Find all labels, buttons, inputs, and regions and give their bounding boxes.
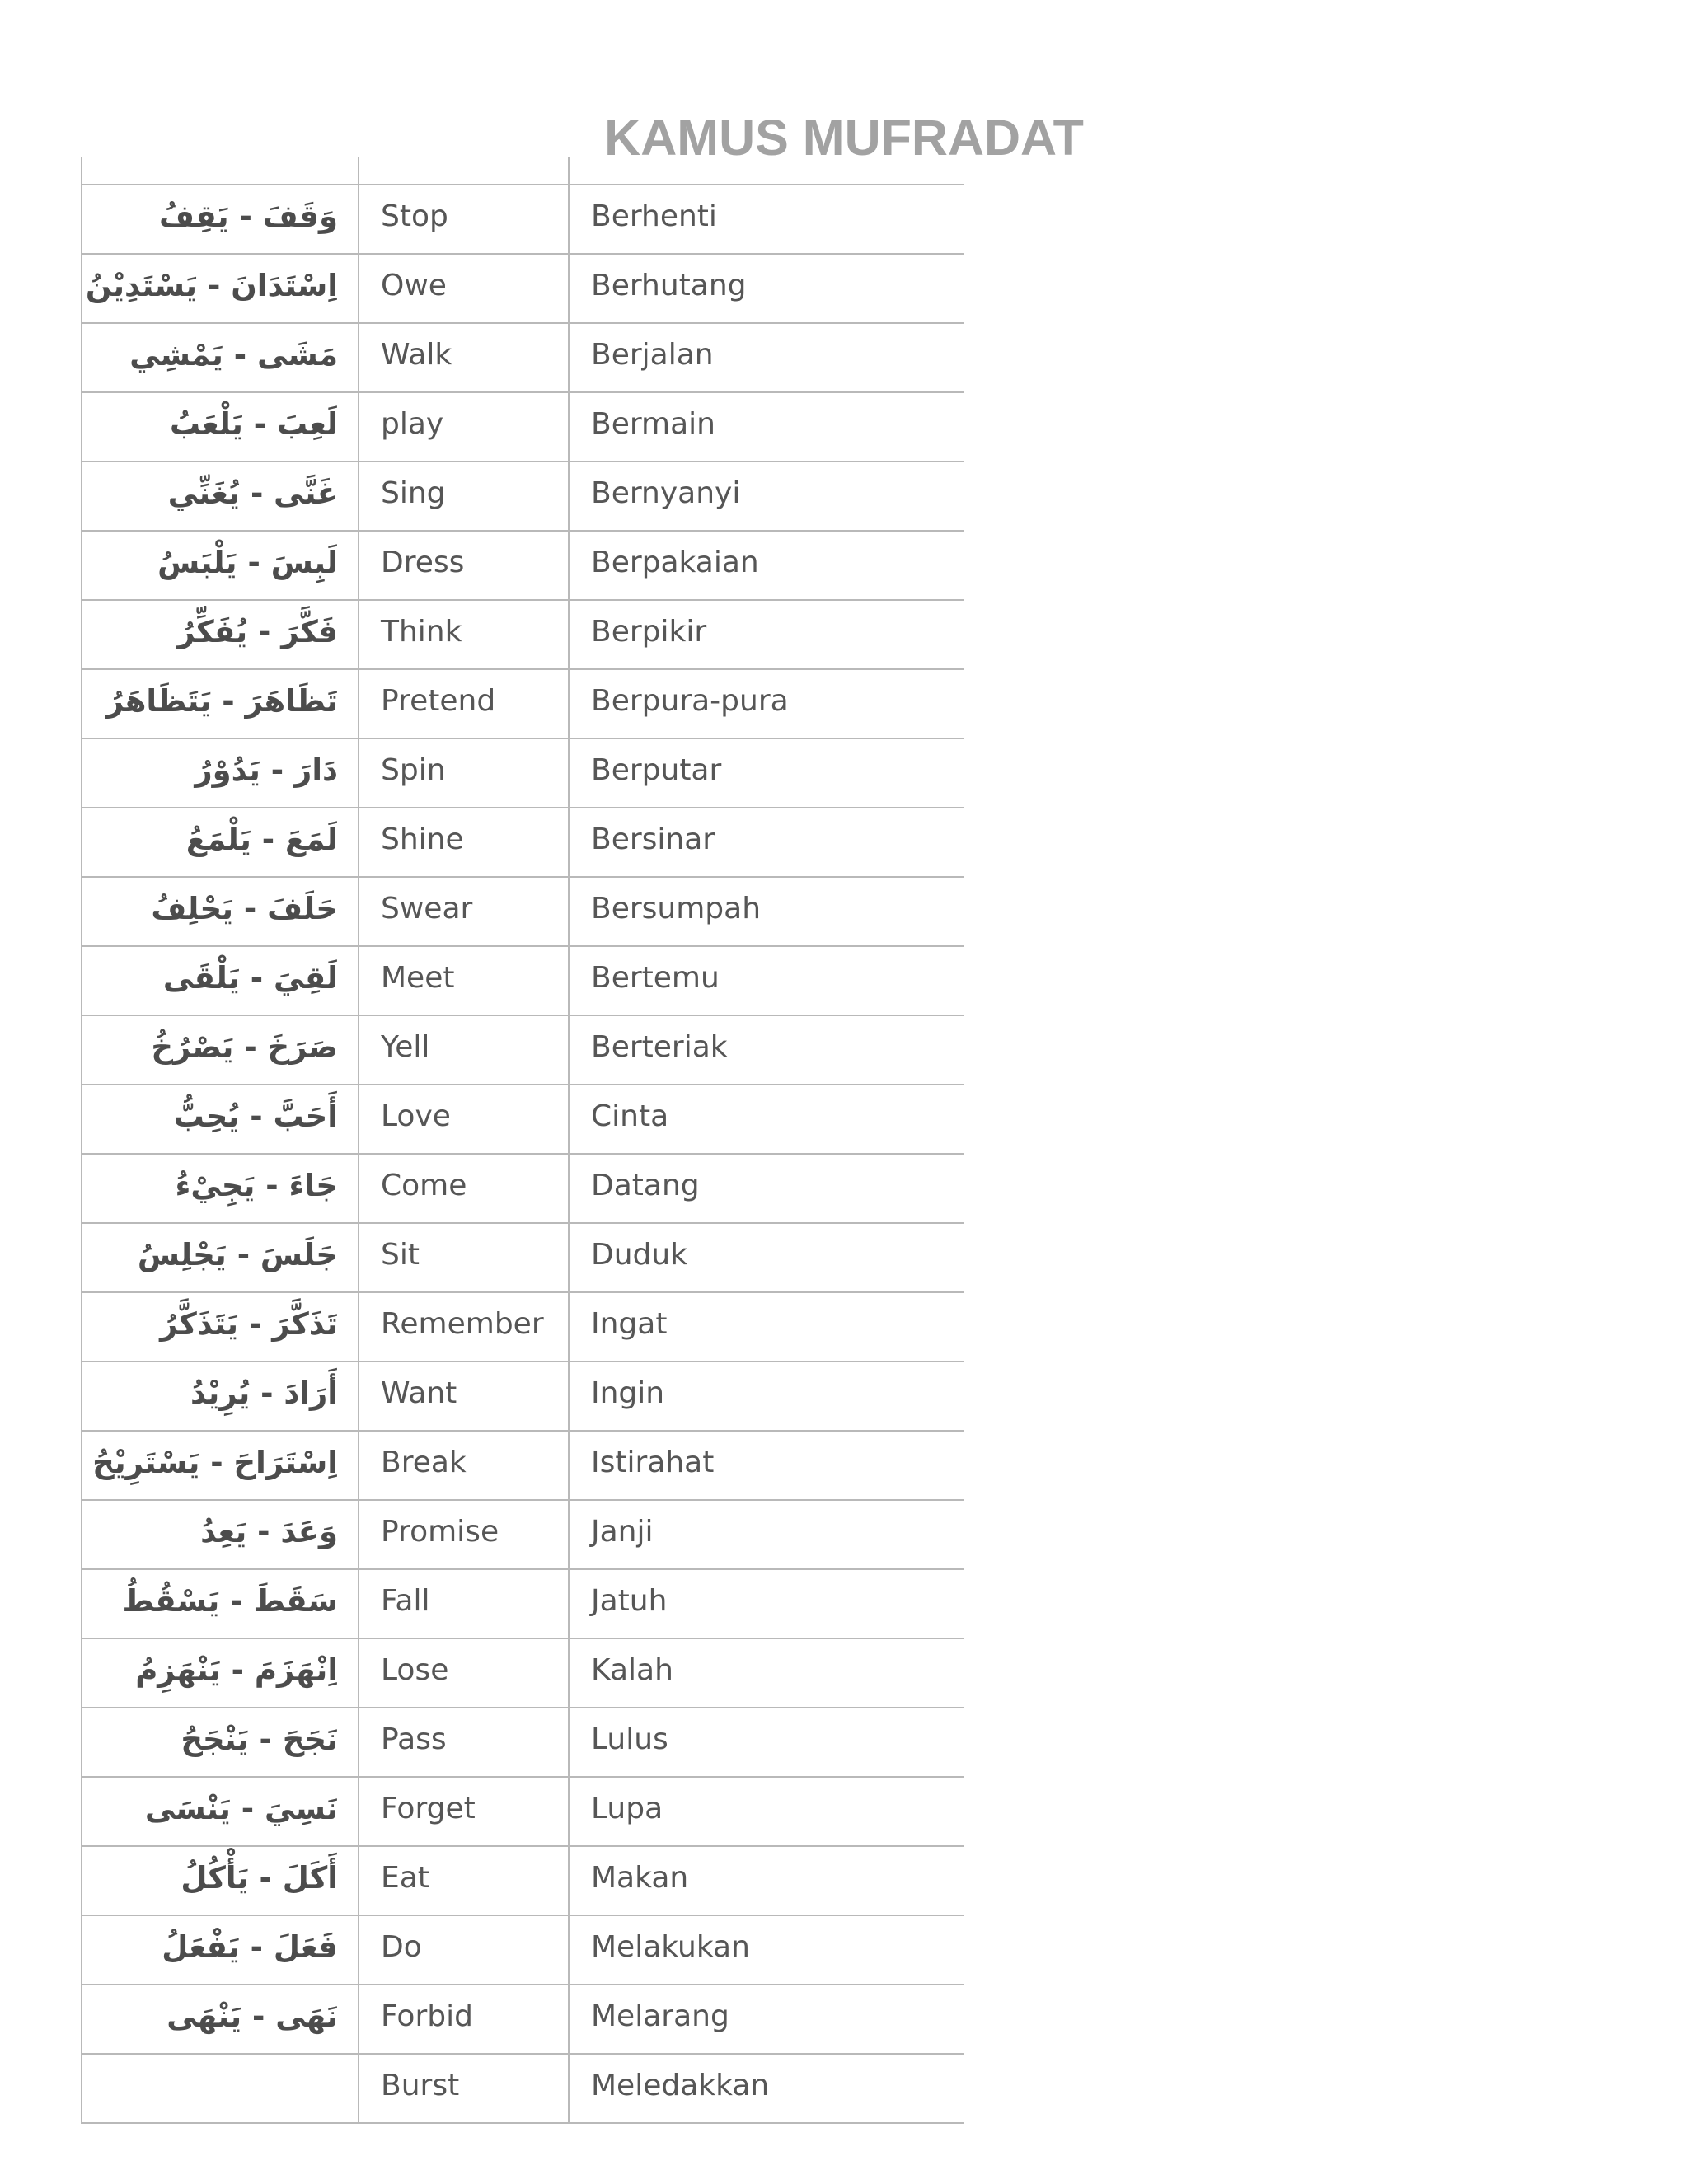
table-row: [82, 1708, 964, 1777]
indonesian-word: Berhenti: [591, 199, 717, 233]
english-word-cell: [359, 1154, 569, 1223]
arabic-word-cell: [82, 669, 359, 738]
arabic-word-cell: [82, 1708, 359, 1777]
arabic-word: جَلَسَ - يَجْلِسُ: [137, 1237, 338, 1272]
table-row: [82, 946, 964, 1015]
indonesian-word: Berpura-pura: [591, 684, 789, 718]
english-word: Walk: [381, 338, 452, 372]
indonesian-word: Lupa: [591, 1792, 663, 1825]
indonesian-word: Makan: [591, 1861, 689, 1895]
indonesian-word-cell: [569, 808, 964, 877]
arabic-word: وَقَفَ - يَقِفُ: [159, 199, 338, 234]
indonesian-word-cell: [569, 1085, 964, 1154]
arabic-word-cell: [82, 2054, 359, 2123]
english-word: Dress: [381, 546, 465, 579]
english-word: Eat: [381, 1861, 429, 1895]
arabic-word-cell: [82, 946, 359, 1015]
arabic-word: أَرَادَ - يُرِيْدُ: [190, 1376, 338, 1411]
indonesian-word: Bermain: [591, 407, 715, 441]
table-row: [82, 254, 964, 323]
indonesian-word-cell: [569, 323, 964, 392]
english-word-cell: [359, 2054, 569, 2123]
english-word: Meet: [381, 961, 455, 995]
indonesian-word-cell: [569, 392, 964, 462]
indonesian-word: Jatuh: [591, 1584, 668, 1618]
arabic-word-cell: [82, 157, 359, 185]
english-word: Sit: [381, 1238, 420, 1272]
page-title: KAMUS MUFRADAT: [604, 109, 1084, 166]
english-word: Spin: [381, 753, 446, 787]
indonesian-word: Bersumpah: [591, 892, 762, 926]
indonesian-word-cell: [569, 1500, 964, 1569]
arabic-word-cell: [82, 254, 359, 323]
english-word-cell: [359, 877, 569, 946]
arabic-word-cell: [82, 462, 359, 531]
indonesian-word-cell: [569, 1777, 964, 1846]
english-word-cell: [359, 185, 569, 254]
arabic-word: نَهَى - يَنْهَى: [166, 1999, 338, 2034]
arabic-word-cell: [82, 1846, 359, 1915]
english-word-cell: [359, 157, 569, 185]
arabic-word: اِسْتَدَانَ - يَسْتَدِيْنُ: [85, 268, 338, 303]
indonesian-word: Berpikir: [591, 615, 707, 649]
english-word: Forget: [381, 1792, 476, 1825]
arabic-word: تَذَكَّرَ - يَتَذَكَّرُ: [160, 1306, 338, 1342]
indonesian-word-cell: [569, 185, 964, 254]
indonesian-word-cell: [569, 462, 964, 531]
arabic-word-cell: [82, 1985, 359, 2054]
arabic-word: تَظَاهَرَ - يَتَظَاهَرُ: [106, 683, 338, 719]
arabic-word-cell: [82, 877, 359, 946]
indonesian-word-cell: [569, 1292, 964, 1361]
arabic-word-cell: [82, 392, 359, 462]
table-row: [82, 323, 964, 392]
english-word-cell: [359, 1985, 569, 2054]
arabic-word-cell: [82, 1915, 359, 1985]
indonesian-word: Kalah: [591, 1653, 673, 1687]
table-row: [82, 1431, 964, 1500]
table-row: [82, 1154, 964, 1223]
indonesian-word-cell: [569, 1361, 964, 1431]
arabic-word: صَرَخَ - يَصْرُخُ: [151, 1029, 338, 1065]
indonesian-word: Bertemu: [591, 961, 720, 995]
indonesian-word: Bersinar: [591, 823, 715, 856]
english-word-cell: [359, 1638, 569, 1708]
table-row: [82, 1569, 964, 1638]
english-word: Shine: [381, 823, 464, 856]
vocabulary-table-container: [81, 157, 964, 2140]
english-word-cell: [359, 1361, 569, 1431]
indonesian-word: Ingin: [591, 1376, 665, 1410]
english-word-cell: [359, 1085, 569, 1154]
table-row: [82, 669, 964, 738]
table-row: [82, 462, 964, 531]
english-word-cell: [359, 1292, 569, 1361]
indonesian-word-cell: [569, 1015, 964, 1085]
english-word: Sing: [381, 476, 446, 510]
indonesian-word: Berjalan: [591, 338, 714, 372]
indonesian-word-cell: [569, 2054, 964, 2123]
arabic-word: فَكَّرَ - يُفَكِّرُ: [177, 614, 338, 649]
english-word: Promise: [381, 1515, 499, 1549]
arabic-word-cell: [82, 1638, 359, 1708]
indonesian-word-cell: [569, 1846, 964, 1915]
indonesian-word: Berpakaian: [591, 546, 759, 579]
table-row: [82, 1223, 964, 1292]
arabic-word-cell: [82, 808, 359, 877]
english-word: Pretend: [381, 684, 496, 718]
table-row: [82, 531, 964, 600]
table-row: [82, 600, 964, 669]
indonesian-word-cell: [569, 1985, 964, 2054]
indonesian-word: Lulus: [591, 1722, 668, 1756]
arabic-word: جَاءَ - يَجِيْءُ: [175, 1168, 338, 1203]
arabic-word: فَعَلَ - يَفْعَلُ: [162, 1929, 338, 1965]
indonesian-word: Berhutang: [591, 269, 747, 302]
arabic-word: غَنَّى - يُغَنِّي: [167, 476, 338, 511]
arabic-word: اِنْهَزَمَ - يَنْهَزِمُ: [135, 1652, 338, 1688]
english-word: Pass: [381, 1722, 447, 1756]
arabic-word-cell: [82, 1223, 359, 1292]
indonesian-word-cell: [569, 877, 964, 946]
table-row: [82, 1777, 964, 1846]
vocabulary-table: [81, 157, 964, 2124]
indonesian-word-cell: [569, 946, 964, 1015]
english-word-cell: [359, 531, 569, 600]
indonesian-word-cell: [569, 1915, 964, 1985]
english-word: Owe: [381, 269, 447, 302]
indonesian-word-cell: [569, 1708, 964, 1777]
english-word: Forbid: [381, 1999, 473, 2033]
table-row: [82, 1015, 964, 1085]
indonesian-word: Istirahat: [591, 1446, 715, 1479]
arabic-word-cell: [82, 1500, 359, 1569]
english-word: Burst: [381, 2069, 460, 2102]
indonesian-word: Datang: [591, 1169, 700, 1202]
arabic-word-cell: [82, 1154, 359, 1223]
arabic-word: مَشَى - يَمْشِي: [129, 337, 338, 373]
arabic-word: نَسِيَ - يَنْسَى: [144, 1791, 338, 1826]
arabic-word-cell: [82, 1569, 359, 1638]
english-word-cell: [359, 1569, 569, 1638]
arabic-word: لَقِيَ - يَلْقَى: [162, 960, 338, 996]
english-word-cell: [359, 946, 569, 1015]
arabic-word: دَارَ - يَدُوْرُ: [195, 752, 338, 788]
indonesian-word-cell: [569, 1638, 964, 1708]
english-word-cell: [359, 738, 569, 808]
english-word: Fall: [381, 1584, 430, 1618]
english-word: Love: [381, 1099, 451, 1133]
english-word-cell: [359, 1777, 569, 1846]
arabic-word-cell: [82, 600, 359, 669]
arabic-word: حَلَفَ - يَحْلِفُ: [151, 891, 338, 926]
english-word-cell: [359, 1223, 569, 1292]
indonesian-word-cell: [569, 1569, 964, 1638]
indonesian-word-cell: [569, 157, 964, 185]
arabic-word-cell: [82, 1292, 359, 1361]
table-row: [82, 1638, 964, 1708]
indonesian-word: Janji: [591, 1515, 654, 1549]
arabic-word: أَكَلَ - يَأْكُلُ: [181, 1860, 338, 1896]
english-word: Remember: [381, 1307, 544, 1341]
english-word: Swear: [381, 892, 473, 926]
english-word: Come: [381, 1169, 467, 1202]
indonesian-word-cell: [569, 669, 964, 738]
english-word-cell: [359, 1500, 569, 1569]
arabic-word-cell: [82, 738, 359, 808]
english-word-cell: [359, 254, 569, 323]
table-row: [82, 1985, 964, 2054]
arabic-word-cell: [82, 323, 359, 392]
english-word: Think: [381, 615, 462, 649]
indonesian-word: Duduk: [591, 1238, 688, 1272]
english-word-cell: [359, 669, 569, 738]
table-row: [82, 877, 964, 946]
indonesian-word-cell: [569, 254, 964, 323]
english-word-cell: [359, 600, 569, 669]
table-row: [82, 157, 964, 185]
table-row: [82, 2054, 964, 2123]
english-word: Break: [381, 1446, 467, 1479]
english-word-cell: [359, 323, 569, 392]
arabic-word-cell: [82, 1085, 359, 1154]
arabic-word: نَجَحَ - يَنْجَحُ: [181, 1722, 338, 1757]
english-word: Stop: [381, 199, 448, 233]
indonesian-word: Melakukan: [591, 1930, 750, 1964]
english-word: play: [381, 407, 444, 441]
arabic-word: أَحَبَّ - يُحِبُّ: [173, 1099, 338, 1134]
arabic-word-cell: [82, 1431, 359, 1500]
table-row: [82, 185, 964, 254]
arabic-word-cell: [82, 1361, 359, 1431]
arabic-word-cell: [82, 1015, 359, 1085]
table-row: [82, 1500, 964, 1569]
vocabulary-table-body: [82, 157, 964, 2123]
arabic-word: لَبِسَ - يَلْبَسُ: [157, 545, 338, 580]
table-row: [82, 808, 964, 877]
english-word-cell: [359, 1846, 569, 1915]
arabic-word: سَقَطَ - يَسْقُطُ: [122, 1583, 338, 1619]
table-row: [82, 738, 964, 808]
english-word-cell: [359, 1708, 569, 1777]
arabic-word: لَعِبَ - يَلْعَبُ: [169, 406, 338, 442]
indonesian-word-cell: [569, 600, 964, 669]
indonesian-word: Meledakkan: [591, 2069, 770, 2102]
arabic-word: اِسْتَرَاحَ - يَسْتَرِيْحُ: [92, 1445, 338, 1480]
table-row: [82, 1292, 964, 1361]
indonesian-word-cell: [569, 1223, 964, 1292]
table-row: [82, 1846, 964, 1915]
indonesian-word-cell: [569, 1431, 964, 1500]
english-word: Yell: [381, 1030, 430, 1064]
indonesian-word: Ingat: [591, 1307, 668, 1341]
arabic-word-cell: [82, 1777, 359, 1846]
table-row: [82, 392, 964, 462]
english-word-cell: [359, 1431, 569, 1500]
arabic-word: لَمَعَ - يَلْمَعُ: [185, 822, 338, 857]
arabic-word-cell: [82, 531, 359, 600]
arabic-word-cell: [82, 185, 359, 254]
indonesian-word: Berteriak: [591, 1030, 728, 1064]
arabic-word: وَعَدَ - يَعِدُ: [200, 1514, 338, 1549]
english-word-cell: [359, 808, 569, 877]
indonesian-word-cell: [569, 531, 964, 600]
indonesian-word: Melarang: [591, 1999, 729, 2033]
indonesian-word: Bernyanyi: [591, 476, 741, 510]
english-word-cell: [359, 1915, 569, 1985]
english-word-cell: [359, 392, 569, 462]
english-word: Lose: [381, 1653, 449, 1687]
english-word: Do: [381, 1930, 422, 1964]
english-word: Want: [381, 1376, 457, 1410]
english-word-cell: [359, 1015, 569, 1085]
indonesian-word-cell: [569, 738, 964, 808]
indonesian-word-cell: [569, 1154, 964, 1223]
table-row: [82, 1085, 964, 1154]
table-row: [82, 1361, 964, 1431]
indonesian-word: Berputar: [591, 753, 722, 787]
table-row: [82, 1915, 964, 1985]
indonesian-word: Cinta: [591, 1099, 669, 1133]
english-word-cell: [359, 462, 569, 531]
